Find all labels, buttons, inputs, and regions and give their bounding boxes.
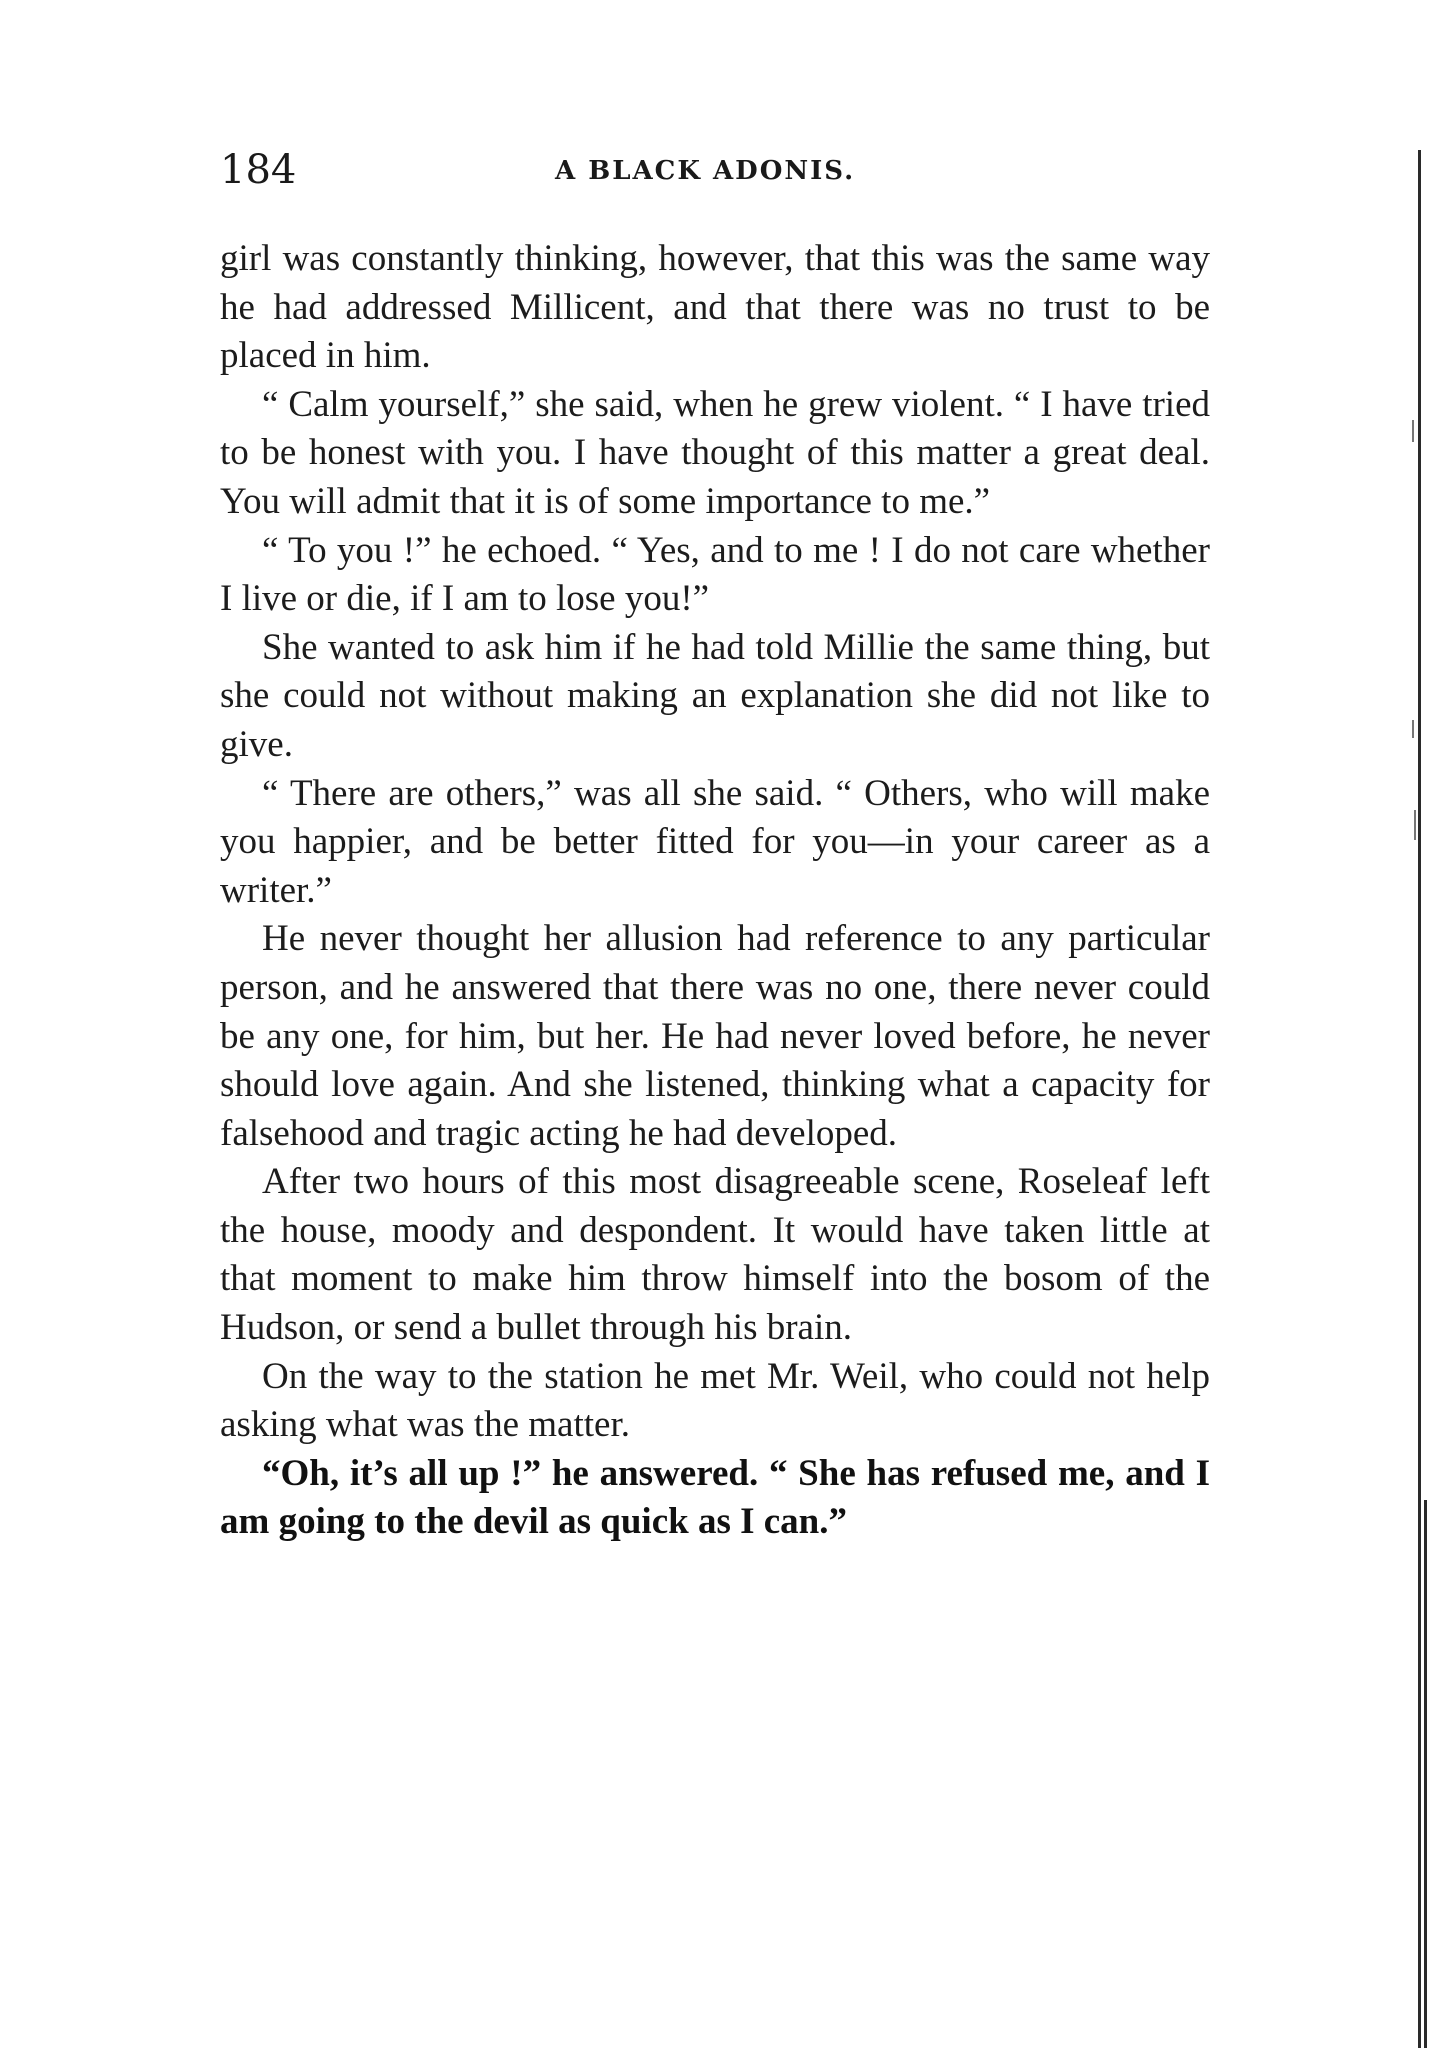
paragraph: On the way to the station he met Mr. Weil, who could not help asking what was the matter. [220, 1355, 1210, 1446]
paragraph: girl was constantly thinking, however, that this was the same way he had addressed Millicent, and that there was no trust to be placed in him. [220, 238, 1210, 377]
page-number: 184 [220, 147, 297, 193]
page-edge-mark [1414, 810, 1416, 840]
page-edge-mark [1412, 720, 1414, 738]
running-title: A BLACK ADONIS. [555, 156, 856, 186]
paragraph: “ To you !” he echoed. “ Yes, and to me ! I do not care whether I live or die, if I am to lose you!” [220, 529, 1210, 620]
page-edge-mark [1412, 420, 1414, 442]
paragraph: She wanted to ask him if he had told Millie the same thing, but she could not without making an explanation she did not like to give. [220, 626, 1210, 765]
body-text [220, 235, 1210, 1547]
paragraph: “Oh, it’s all up !” he answered. “ She has refused me, and I am going to the devil as quick as I can.” [220, 1452, 1210, 1543]
paragraph: After two hours of this most disagreeable scene, Roseleaf left the house, moody and despondent. It would have taken little at that moment to make him throw himself into the bosom of the Hudson, or send a bullet through his brain. [220, 1161, 1210, 1349]
running-head [220, 145, 1210, 195]
paragraph: “ There are others,” was all she said. “ Others, who will make you happier, and be better fitted for you—in your career as a writer.” [220, 772, 1210, 911]
paragraph: He never thought her allusion had reference to any particular person, and he answered that there was no one, there never could be any one, for him, but her. He had never loved before, he never should love again. And she listened, thinking what a capacity for falsehood and tragic acting he had developed. [220, 918, 1210, 1154]
paragraph: “ Calm yourself,” she said, when he grew violent. “ I have tried to be honest with you. I have thought of this matter a great deal. You will admit that it is of some importance to me.” [220, 383, 1210, 522]
page-edge-line [1424, 1500, 1427, 2048]
page-edge-line [1418, 150, 1421, 2048]
